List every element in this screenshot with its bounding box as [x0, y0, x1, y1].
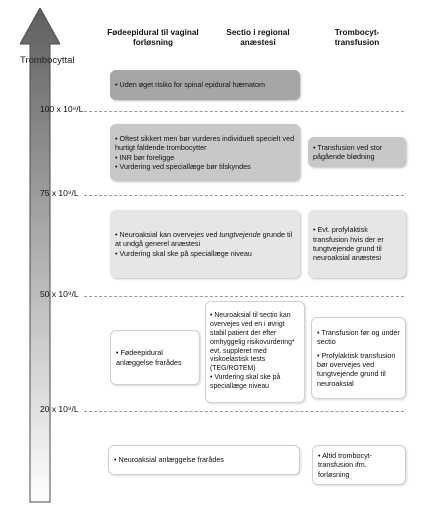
row4-transfusion-text-1: • Transfusion før og under sectio	[317, 328, 400, 347]
row3-main-text-1: • Neuroaksial kan overvejes ved tungtvejende grunde til at undgå generel anæstesi	[115, 230, 295, 249]
axis-title: Trombocyttal	[20, 55, 75, 66]
row5-transfusion-box	[312, 445, 406, 485]
column-header-sectio: Sectio i regional anæstesi	[226, 28, 290, 47]
row5-main-box	[108, 445, 300, 475]
threshold-50: 50 x 10⁹/L	[40, 289, 79, 299]
row1-main-box	[110, 70, 300, 100]
row1-main-text: • Uden øget risiko for spinal epidural hæmatom	[115, 80, 295, 89]
row2-main-text-2: • INR bør foreligge	[115, 153, 295, 162]
row2-main-box	[110, 124, 300, 181]
column-header-epidural: Fødeepidural til vaginal forløsning	[107, 28, 199, 47]
row2-transfusion-text: • Transfusion ved stor pågående blødning	[313, 143, 401, 162]
row3-transfusion-box	[308, 210, 406, 278]
row4-sectio-text-1: • Neuroaksial til sectio kan overvejes ved en i øvrigt stabil patient der efter omhyggelig risikovurdering* evt. suppleret med viskoelastisk tests (TEG/ROTEM)	[210, 312, 300, 374]
threshold-line-100	[84, 111, 404, 112]
threshold-100: 100 x 10⁹/L	[40, 104, 84, 114]
threshold-20: 20 x 10⁹/L	[40, 404, 79, 414]
row4-epidural-box	[110, 330, 200, 385]
row4-transfusion-text-2: • Profylaktisk transfusion bør overvejes ved tungtvejende grund til neuroaksial	[317, 351, 400, 388]
row3-transfusion-text: • Evt. profylaktisk transfusion hvis der er tungtvejende grund til neuroaksial anæstesi	[313, 225, 401, 262]
threshold-75: 75 x 10⁹/L	[40, 188, 79, 198]
row2-transfusion-box	[308, 137, 406, 167]
threshold-line-50	[84, 296, 404, 297]
platelet-count-arrow	[20, 8, 60, 504]
row4-transfusion-box	[311, 317, 406, 399]
row5-transfusion-text: • Altid trombocyt-transfusion ifm. forløsning	[318, 451, 400, 479]
row4-sectio-box	[205, 301, 305, 403]
threshold-line-20	[84, 411, 404, 412]
row2-main-text-3: • Vurdering ved speciallæge bør tilskyndes	[115, 162, 295, 171]
row5-main-text: • Neuroaksial anlæggelse frarådes	[114, 455, 294, 464]
row3-main-text-2: • Vurdering skal ske på speciallæge niveau	[115, 249, 295, 258]
row3-main-box	[110, 210, 300, 278]
threshold-line-75	[84, 195, 404, 196]
row4-epidural-text: • Fødeepidural anlæggelse frarådes	[116, 348, 194, 367]
row2-main-text-1: • Oftest sikkert men bør vurderes individuelt specielt ved hurtigt faldende trombocytter	[115, 134, 295, 153]
column-header-transfusion: Trombocyt-transfusion	[334, 28, 380, 47]
row4-sectio-text-2: • Vurdering skal ske på speciallæge niveau	[210, 374, 300, 392]
